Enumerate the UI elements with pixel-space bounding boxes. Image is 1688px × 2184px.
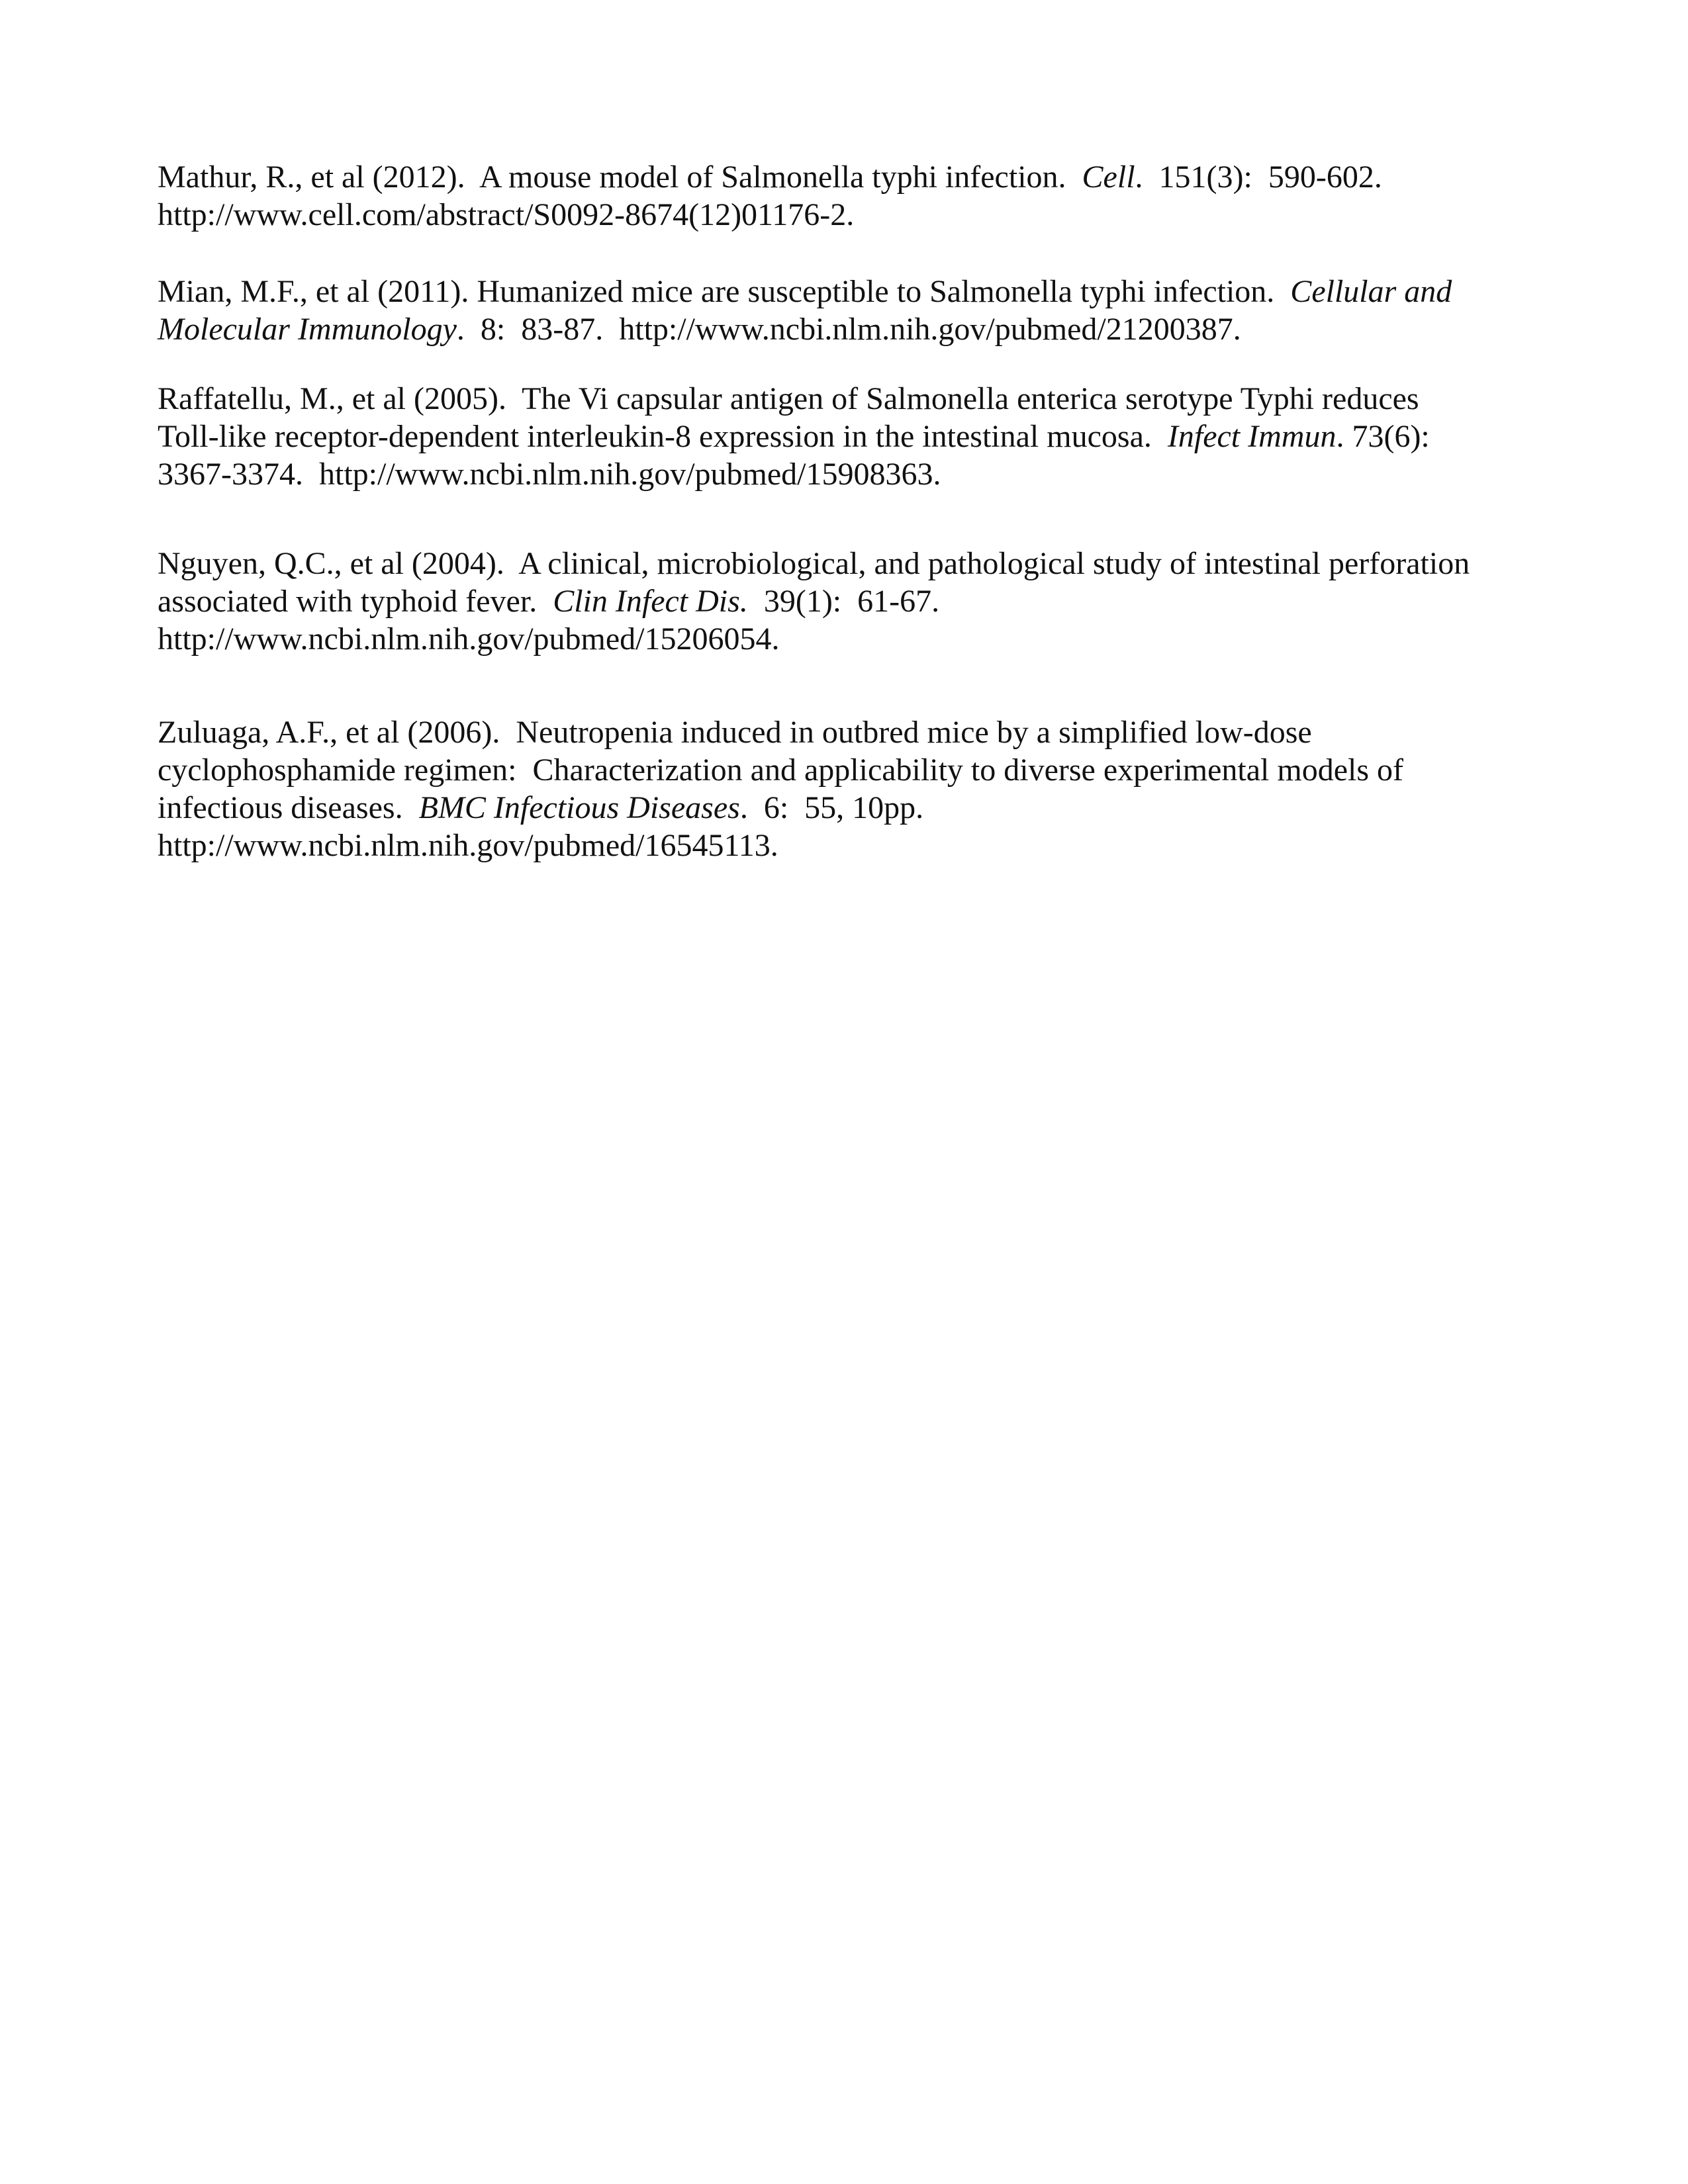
reference-text: 39(1): 61-67.: [747, 584, 940, 619]
reference-text: cyclophosphamide regimen: Characterization and applicability to diverse experimental models of: [158, 752, 1404, 788]
reference-entry: [158, 545, 1548, 658]
reference-entry: [158, 273, 1548, 348]
reference-line: [158, 158, 1548, 196]
reference-line: [158, 582, 1548, 620]
reference-entry: [158, 380, 1548, 493]
reference-text: associated with typhoid fever.: [158, 584, 553, 619]
reference-text: . 6: 55, 10pp.: [739, 790, 924, 825]
journal-title: Molecular Immunology: [158, 312, 457, 347]
reference-text: . 73(6):: [1336, 419, 1430, 454]
reference-entry: [158, 158, 1548, 234]
reference-line: [158, 751, 1548, 789]
reference-text: Mathur, R., et al (2012). A mouse model of Salmonella typhi infection.: [158, 159, 1082, 195]
reference-text: infectious diseases.: [158, 790, 419, 825]
journal-title: Cell: [1082, 159, 1135, 195]
reference-text: http://www.ncbi.nlm.nih.gov/pubmed/16545113.: [158, 828, 778, 863]
journal-title: Clin Infect Dis.: [553, 584, 748, 619]
reference-text: Nguyen, Q.C., et al (2004). A clinical, microbiological, and pathological study of intestinal perforation: [158, 546, 1470, 581]
reference-line: [158, 713, 1548, 751]
reference-text: http://www.ncbi.nlm.nih.gov/pubmed/15206054.: [158, 621, 780, 657]
reference-line: [158, 273, 1548, 310]
reference-entry: [158, 713, 1548, 864]
reference-line: [158, 455, 1548, 493]
reference-line: [158, 418, 1548, 455]
reference-text: http://www.cell.com/abstract/S0092-8674(12)01176-2.: [158, 197, 855, 232]
reference-line: [158, 310, 1548, 348]
reference-text: . 151(3): 590-602.: [1135, 159, 1382, 195]
reference-text: . 8: 83-87. http://www.ncbi.nlm.nih.gov/pubmed/21200387.: [456, 312, 1241, 347]
journal-title: Infect Immun: [1167, 419, 1336, 454]
reference-line: [158, 827, 1548, 864]
journal-title: Cellular and: [1290, 274, 1452, 309]
reference-text: Toll-like receptor-dependent interleukin-8 expression in the intestinal mucosa.: [158, 419, 1168, 454]
reference-line: [158, 545, 1548, 582]
reference-text: Raffatellu, M., et al (2005). The Vi capsular antigen of Salmonella enterica serotype Typhi reduces: [158, 381, 1419, 416]
reference-text: 3367-3374. http://www.ncbi.nlm.nih.gov/pubmed/15908363.: [158, 457, 941, 492]
reference-text: Zuluaga, A.F., et al (2006). Neutropenia induced in outbred mice by a simplified low-dose: [158, 715, 1312, 750]
reference-line: [158, 380, 1548, 418]
reference-text: Mian, M.F., et al (2011). Humanized mice are susceptible to Salmonella typhi infection.: [158, 274, 1291, 309]
reference-line: [158, 196, 1548, 234]
reference-line: [158, 620, 1548, 658]
journal-title: BMC Infectious Diseases: [418, 790, 740, 825]
reference-line: [158, 789, 1548, 827]
